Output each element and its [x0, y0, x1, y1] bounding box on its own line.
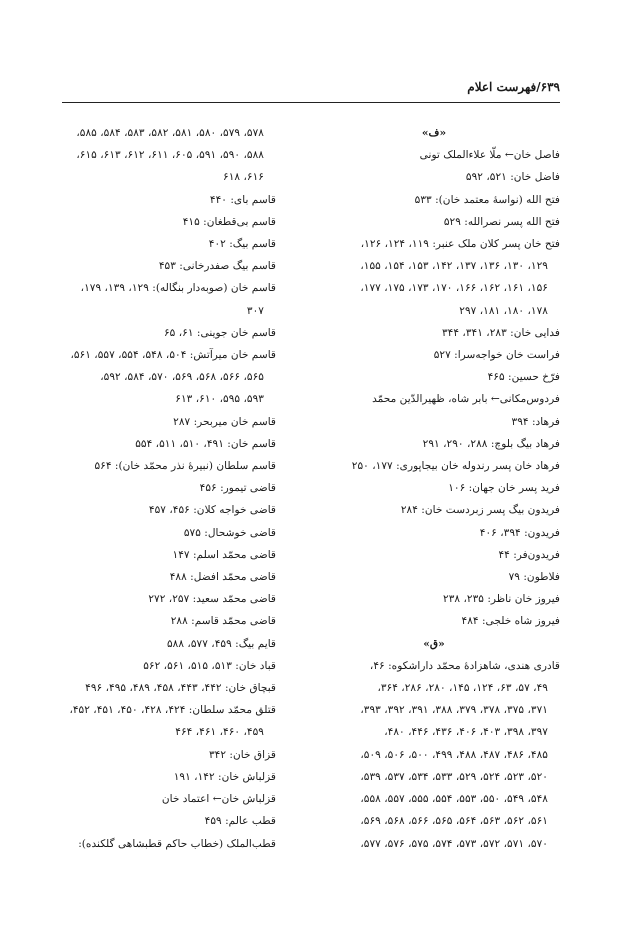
index-entry-continuation: ۱۲۹، ۱۳۰، ۱۳۶، ۱۳۷، ۱۴۲، ۱۵۳، ۱۵۴، ۱۵۵، — [360, 260, 548, 273]
index-entry: قاضی خواجه کلان: ۴۵۶، ۴۵۷ — [148, 504, 276, 517]
index-entry-continuation: ۶۱۶، ۶۱۸ — [223, 171, 264, 184]
index-entry: فرهاد بیگ بلوچ: ۲۸۸، ۲۹۰، ۲۹۱ — [422, 437, 560, 450]
index-entry-continuation: ۴۹، ۵۷، ۶۳، ۱۲۴، ۱۴۵، ۲۸۰، ۲۸۶، ۳۶۴، — [377, 682, 548, 695]
index-entry: قاسم بیگ صفدرخانی: ۴۵۳ — [158, 260, 276, 273]
index-entry-continuation: ۳۹۷، ۳۹۸، ۴۰۳، ۴۰۶، ۴۳۶، ۴۴۶، ۴۸۰، — [384, 726, 548, 739]
index-entry-continuation: ۵۷۸، ۵۷۹، ۵۸۰، ۵۸۱، ۵۸۲، ۵۸۳، ۵۸۴، ۵۸۵، — [76, 127, 264, 139]
index-entry: قطب عالم: ۴۵۹ — [204, 815, 276, 828]
index-entry: فریدون: ۳۹۴، ۴۰۶ — [479, 526, 560, 539]
index-entry: قادری هندی، شاهزادهٔ محمّد داراشکوه: ۴۶، — [369, 659, 560, 672]
index-entry: فرهاد خان پسر رندوله خان بیجاپوری: ۱۷۷، ۲۵۰ — [351, 460, 560, 473]
index-entry-continuation: ۱۷۸، ۱۸۰، ۱۸۱، ۲۹۷ — [459, 304, 548, 317]
index-entry-continuation: ۵۶۵، ۵۶۶، ۵۶۸، ۵۶۹، ۵۷۰، ۵۸۴، ۵۹۲، — [100, 371, 264, 384]
letter-heading: «ق» — [423, 637, 445, 650]
index-entry: فلاطون: ۷۹ — [508, 571, 560, 584]
index-entry: قطب‌الملک (خطاب حاکم قطبشاهی گلکنده): — [78, 837, 276, 850]
index-entry: قزاق خان: ۳۴۲ — [208, 748, 276, 761]
index-entry: فاصل خان← ملّا علاءالملک تونی — [419, 149, 560, 162]
index-entry: قتلق محمّد سلطان: ۴۲۴، ۴۲۸، ۴۵۰، ۴۵۱، ۴۵۲، — [69, 704, 276, 717]
letter-heading: «ف» — [421, 127, 447, 139]
index-entry: قاضی تیمور: ۴۵۶ — [199, 482, 276, 495]
index-entry: فریدون بیگ پسر زبردست خان: ۲۸۴ — [400, 504, 560, 517]
index-entry: قاسم بیگ: ۴۰۲ — [208, 238, 276, 251]
index-entry: قاسم خان (صوبه‌دار بنگاله): ۱۲۹، ۱۳۹، ۱۷۹، — [80, 282, 276, 295]
index-entry: فرید پسر خان جهان: ۱۰۶ — [448, 482, 560, 495]
index-entry: فراست خان خواجه‌سرا: ۵۲۷ — [433, 349, 560, 362]
index-entry: قاسم خان میرآتش: ۵۰۴، ۵۴۸، ۵۵۴، ۵۵۷، ۵۶۱، — [70, 349, 276, 362]
index-entry: فیروز خان ناظر: ۲۳۵، ۲۳۸ — [443, 593, 560, 606]
index-entry: قباد خان: ۵۱۳، ۵۱۵، ۵۶۱، ۵۶۲ — [143, 659, 276, 672]
index-entry: فتح الله پسر نصرالله: ۵۲۹ — [443, 215, 560, 228]
index-entry: قاسم سلطان (نبیرهٔ نذر محمّد خان): ۵۶۴ — [94, 460, 276, 473]
index-column-left — [54, 122, 276, 855]
index-entry: فتح الله (نواسهٔ معتمد خان): ۵۳۳ — [414, 193, 560, 206]
index-entry: فیروز شاه خلجی: ۴۸۴ — [461, 615, 560, 628]
index-entry: قاسم خان جوینی: ۶۱، ۶۵ — [163, 326, 276, 339]
index-entry: قاسم بای: ۴۴۰ — [209, 193, 276, 206]
index-entry: فرهاد: ۳۹۴ — [511, 415, 560, 428]
index-entry-continuation: ۱۵۶، ۱۶۱، ۱۶۲، ۱۶۶، ۱۷۰، ۱۷۳، ۱۷۵، ۱۷۷، — [360, 282, 548, 295]
index-entry-continuation: ۵۹۳، ۵۹۵، ۶۱۰، ۶۱۳ — [175, 393, 264, 406]
index-entry-continuation: ۵۷۰، ۵۷۱، ۵۷۲، ۵۷۳، ۵۷۴، ۵۷۵، ۵۷۶، ۵۷۷، — [360, 837, 548, 850]
index-entry: فدایی خان: ۲۸۳، ۳۴۱، ۳۴۴ — [441, 326, 560, 339]
index-entry: قاضی محمّد اسلم: ۱۴۷ — [172, 548, 276, 561]
index-entry: قبچاق خان: ۴۴۲، ۴۴۳، ۴۵۸، ۴۸۹، ۴۹۵، ۴۹۶ — [85, 682, 276, 695]
index-entry-continuation: ۵۶۱، ۵۶۲، ۵۶۳، ۵۶۴، ۵۶۵، ۵۶۶، ۵۶۸، ۵۶۹، — [360, 815, 548, 828]
index-entry-continuation: ۳۷۱، ۳۷۵، ۳۷۸، ۳۷۹، ۳۸۸، ۳۹۱، ۳۹۲، ۳۹۳، — [360, 704, 548, 717]
index-entry: فردوس‌مکانی← بابر شاه، ظهیرالدّین محمّد — [372, 393, 560, 406]
index-entry: قایم بیگ: ۴۵۹، ۵۷۷، ۵۸۸ — [166, 637, 276, 650]
index-entry: قاسم بی‌قطغان: ۴۱۵ — [182, 215, 276, 228]
index-entry: فرّخ حسین: ۴۶۵ — [487, 371, 560, 384]
index-entry: قزلباش خان← اعتماد خان — [161, 793, 276, 806]
running-header — [62, 78, 560, 103]
index-entry: قاضی محمّد سعید: ۲۵۷، ۲۷۲ — [148, 593, 276, 606]
index-entry: قاضی محمّد افضل: ۴۸۸ — [169, 571, 276, 584]
index-entry: قاسم خان میربحر: ۲۸۷ — [173, 415, 276, 428]
index-entry-continuation: ۵۲۰، ۵۲۳، ۵۲۴، ۵۲۹، ۵۳۳، ۵۳۴، ۵۳۷، ۵۳۹، — [360, 770, 548, 783]
index-entry: فریدون‌فر: ۴۴ — [498, 548, 560, 561]
index-entry-continuation: ۳۰۷ — [246, 304, 264, 317]
index-entry-continuation: ۵۴۸، ۵۴۹، ۵۵۰، ۵۵۳، ۵۵۴، ۵۵۵، ۵۵۷، ۵۵۸، — [360, 793, 548, 806]
index-column-right — [308, 122, 560, 855]
index-entry-continuation: ۴۵۹، ۴۶۰، ۴۶۱، ۴۶۴ — [175, 726, 264, 739]
index-entry: قاضی خوشحال: ۵۷۵ — [183, 526, 276, 539]
page-title: ۶۳۹/فهرست اعلام — [467, 80, 560, 94]
index-entry-continuation: ۴۸۵، ۴۸۶، ۴۸۷، ۴۸۸، ۴۹۹، ۵۰۰، ۵۰۶، ۵۰۹، — [360, 748, 548, 761]
index-entry: قزلباش خان: ۱۴۲، ۱۹۱ — [173, 770, 276, 783]
index-entry: فتح خان پسر کلان ملک عنبر: ۱۱۹، ۱۲۴، ۱۲۶، — [360, 238, 560, 251]
index-entry: قاضی محمّد قاسم: ۲۸۸ — [170, 615, 276, 628]
index-entry: قاسم خان: ۴۹۱، ۵۱۰، ۵۱۱، ۵۵۴ — [135, 437, 276, 450]
index-entry: فاضل خان: ۵۲۱، ۵۹۲ — [465, 171, 560, 184]
index-entry-continuation: ۵۸۸، ۵۹۰، ۵۹۱، ۶۰۵، ۶۱۱، ۶۱۲، ۶۱۳، ۶۱۵، — [76, 149, 264, 162]
